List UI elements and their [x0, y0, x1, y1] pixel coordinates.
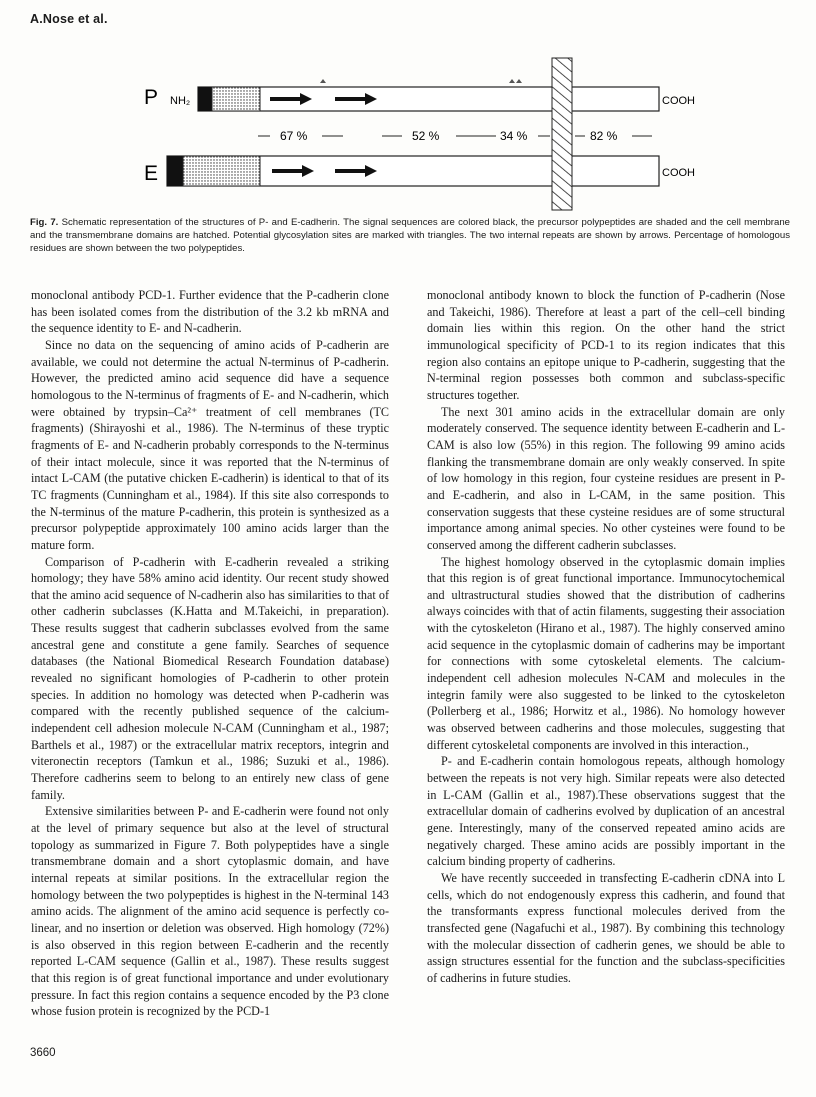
- paragraph: monoclonal antibody known to block the function of P-cadherin (Nose and Takeichi, 1986). Therefore at least a part of the cell–cell binding domain lies within this region. On the other hand the strict immunological specificity of PCD-1 to its region indicates that this region also contains an epitope unique to P-cadherin, suggesting that the N-terminal region possesses both common and subclass-specific structures together.: [427, 288, 785, 402]
- e-signal-sequence: [167, 156, 183, 186]
- paragraph: Comparison of P-cadherin with E-cadherin revealed a striking homology; they have 58% amino acid identity. Our recent study showed that the amino acid sequence of N-cadherin also has similarities to that of other cadherin subclasses (K.Hatta and M.Takeichi, in preparation). These results suggest that cadherin subclasses evolved from the same ancestral gene and constitute a gene family. Searches of sequence databases (the National Biomedical Research Foundation database) revealed no significant homologies of P-cadherin to other protein species. In addition no homology was detected when P-cadherin was compared with the recently published sequence of the calcium-independent cell adhesion molecule N-CAM (Cunningham et al., 1987; Barthels et al., 1987) or the extracellular matrix receptors, integrin and viteronectin receptors (Tamkun et al., 1986; Suzuki et al., 1986). Therefore cadherins seem to belong to an entirely new class of gene family.: [31, 554, 389, 802]
- caption-label: Fig. 7.: [30, 217, 59, 228]
- glycosylation-site-triangles: [320, 79, 522, 83]
- p-cadherin-label: P: [144, 86, 159, 109]
- p-cooh-label: COOH: [662, 95, 695, 107]
- cell-membrane-hatched: [552, 58, 572, 210]
- homology-label-2: 52 %: [412, 129, 440, 143]
- e-cadherin-label: E: [144, 162, 159, 185]
- homology-label-4: 82 %: [590, 129, 618, 143]
- caption-text: Schematic representation of the structures of P- and E-cadherin. The signal sequences are colored black, the precursor polypeptides are shaded and the cell membrane and the transmembrane domains are hatched. Potential glycosylation sites are marked with triangles. The two internal repeats are shown by arrows. Percentage of homologous residues are shown between the two polypeptides.: [30, 217, 790, 255]
- p-cadherin-bar: [198, 87, 659, 111]
- left-text-column: [31, 287, 389, 1020]
- page-number: 3660: [30, 1047, 56, 1059]
- paragraph: Since no data on the sequencing of amino acids of P-cadherin are available, we could not determine the actual N-terminus of P-cadherin. However, the predicted amino acid sequence did have a sequence homologous to the N-terminus of fragments of E- and N-cadherin, which were obtained by trypsin–Ca²⁺ treatment of cell membranes (TC fragments) (Shirayoshi et al., 1986). The N-terminus of these tryptic fragments of E- and N-cadherin probably corresponds to the N-terminus of their intact molecule, since it was reported that the N-terminus of intact L-CAM (the putative chicken E-cadherin) is identical to that of its TC fragments (Cunningham et al., 1984). If this site also corresponds to the N-terminus of the mature P-cadherin, this protein is synthesized as a precursor polypeptide approximately 100 amino acids larger than the mature form.: [31, 337, 389, 552]
- paragraph: We have recently succeeded in transfecting E-cadherin cDNA into L cells, which do not endogenously express this cadherin, and found that the transformants express functional molecules derived from the transfected gene (Nagafuchi et al., 1987). By combining this technology with the molecular dissection of cadherin genes, we should be able to assign structures essential for the function and the subclass-specificities of cadherins in future studies.: [427, 870, 785, 985]
- e-precursor-region: [183, 156, 260, 186]
- figure-7-diagram: [0, 0, 816, 230]
- paragraph: The highest homology observed in the cytoplasmic domain implies that this region is of great functional importance. Immunocytochemical and ultrastructural studies showed that the distribution of cadherins always coincides with that of actin filaments, suggesting their association with the cytoskeleton (Hirano et al., 1987). The highly conserved amino acid sequence in the cytoplasmic domain of cadherins may be important for connections with some cytoskeletal elements. The calcium-independent cell adhesion molecules N-CAM and molecules in the integrin family were also suggested to be linked to the cytoskeleton (Pollerberg et al., 1986; Horwitz et al., 1986). No homology however was observed between cadherins and those molecules, suggesting that different cytoskeletal components are involved in this interaction.,: [427, 554, 785, 752]
- e-cooh-label: COOH: [662, 167, 695, 179]
- figure-caption: [30, 216, 790, 256]
- paragraph: The next 301 amino acids in the extracellular domain are only moderately conserved. The sequence identity between E-cadherin and L-CAM is also low (55%) in this region. The following 99 amino acids flanking the transmembrane domain are only weakly conserved. In spite of low homology in this region, four cysteine residues are present in P- and E-cadherin, and also in L-CAM, in the same position. This conservation suggests that these cysteine residues are of some structural importance among animal species. No other cysteines were found to be conserved among the different cadherin subclasses.: [427, 404, 785, 552]
- paragraph: P- and E-cadherin contain homologous repeats, although homology between the repeats is not very high. Similar repeats were also detected in L-CAM (Gallin et al., 1987).These observations suggest that the extracellular domain of cadherins evolved by duplication of an ancestral gene. Interestingly, many of the conserved repeated amino acids are negatively charged. These amino acids are possibly important in the calcium binding property of cadherins.: [427, 754, 785, 869]
- p-signal-sequence: [198, 87, 212, 111]
- homology-percentages: [258, 129, 652, 143]
- p-precursor-region: [212, 87, 260, 111]
- homology-label-3: 34 %: [500, 129, 528, 143]
- homology-label-1: 67 %: [280, 129, 308, 143]
- p-nh2-label: NH₂: [170, 95, 191, 107]
- right-text-column: [427, 287, 785, 987]
- running-head: A.Nose et al.: [30, 12, 108, 26]
- paragraph: Extensive similarities between P- and E-cadherin were found not only at the level of primary sequence but also at the level of structural topology as summarized in Figure 7. Both polypeptides have a single transmembrane domain and a short cytoplasmic domain, and have internal repeats at similar positions. In the extracellular region the homology between the two polypeptides is highest in the N-terminal 143 amino acids. The alignment of the amino acid sequence is perfectly co-linear, and no insertion or deletion was observed. High homology (72%) is also observed in this region between E-cadherin and the recently reported L-CAM sequence (Gallin et al., 1987). These results suggest that this region is of great functional importance and under evolutionary pressure. In fact this region contains a sequence encoded by the P3 clone whose fusion protein is recognized by the PCD-1: [31, 804, 389, 1019]
- paragraph: monoclonal antibody PCD-1. Further evidence that the P-cadherin clone has been isolated comes from the distribution of the 3.2 kb mRNA and the sequence identity to E- and N-cadherin.: [31, 288, 389, 336]
